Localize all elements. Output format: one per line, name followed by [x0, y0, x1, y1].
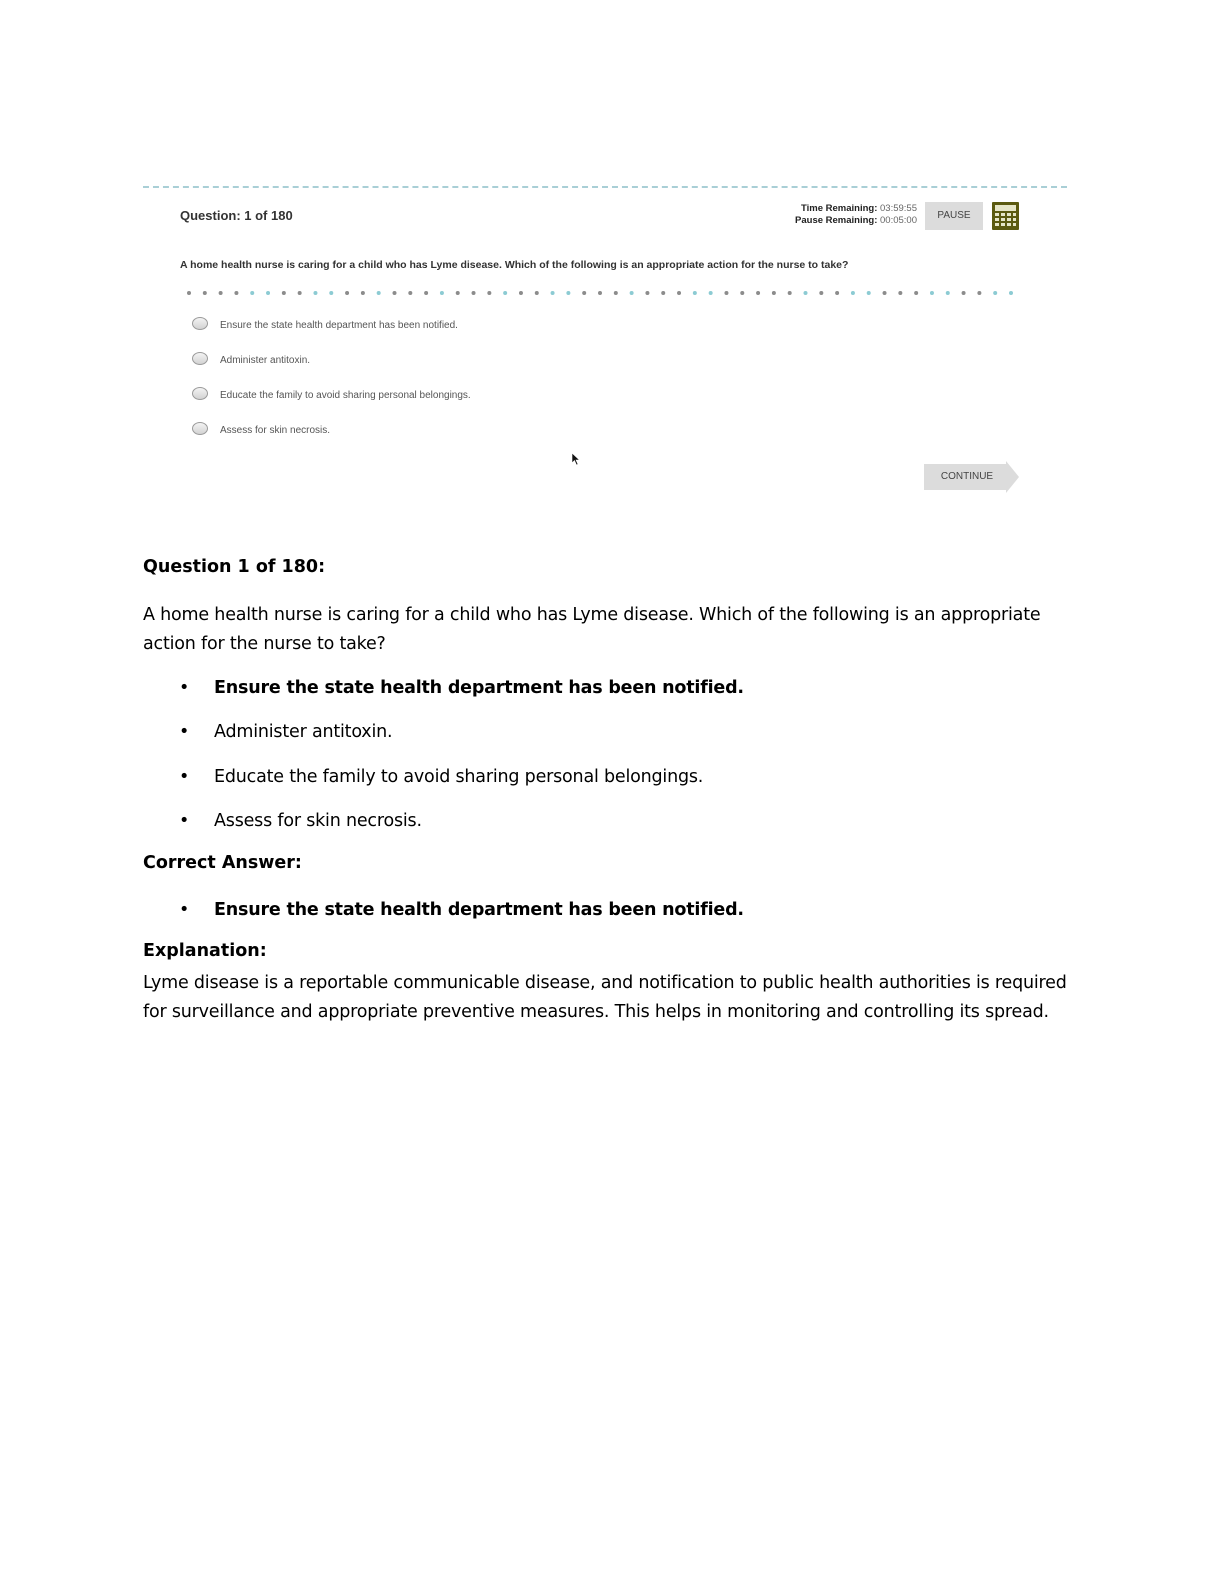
progress-dot	[219, 291, 223, 295]
bullet-icon: •	[179, 811, 190, 831]
progress-dot	[234, 291, 238, 295]
progress-dot	[456, 291, 460, 295]
progress-dot	[582, 291, 586, 295]
progress-dot	[472, 291, 476, 295]
progress-dot	[393, 291, 397, 295]
answer-option-4[interactable]	[192, 421, 330, 439]
option-list-item	[143, 808, 1043, 834]
mouse-cursor-icon	[571, 452, 581, 466]
progress-dot	[551, 291, 555, 295]
bullet-icon: •	[179, 722, 190, 742]
exam-screenshot	[143, 186, 1067, 510]
progress-dot	[661, 291, 665, 295]
progress-dot	[313, 291, 317, 295]
question-heading: Question 1 of 180:	[143, 557, 326, 577]
progress-dot	[424, 291, 428, 295]
progress-dot	[819, 291, 823, 295]
answer-option-label: Educate the family to avoid sharing personal belongings.	[220, 389, 471, 401]
progress-dot	[440, 291, 444, 295]
time-remaining-label: Time Remaining:	[801, 203, 878, 214]
progress-dot	[503, 291, 507, 295]
screenshot-question-text: A home health nurse is caring for a child who has Lyme disease. Which of the following is an appropriate action for the nurse to take?	[180, 259, 849, 271]
progress-dot	[535, 291, 539, 295]
radio-button[interactable]	[192, 317, 208, 330]
progress-dot	[914, 291, 918, 295]
progress-dot	[962, 291, 966, 295]
explanation-heading: Explanation:	[143, 941, 267, 961]
progress-dots	[185, 289, 1015, 297]
correct-answer-heading: Correct Answer:	[143, 853, 302, 873]
progress-dot	[788, 291, 792, 295]
bullet-icon: •	[179, 678, 190, 698]
progress-dot	[519, 291, 523, 295]
progress-dot	[266, 291, 270, 295]
answer-option-2[interactable]	[192, 351, 310, 369]
progress-dot	[282, 291, 286, 295]
progress-dot	[867, 291, 871, 295]
progress-dot	[693, 291, 697, 295]
option-text: Educate the family to avoid sharing personal belongings.	[214, 767, 704, 787]
progress-dot	[898, 291, 902, 295]
question-text: A home health nurse is caring for a child who has Lyme disease. Which of the following is an appropriate action for the nurse to take?	[143, 605, 1041, 654]
option-list-item	[143, 764, 1043, 790]
correct-answer-text: Ensure the state health department has been notified.	[214, 900, 744, 920]
answer-option-label: Assess for skin necrosis.	[220, 424, 331, 436]
answer-option-3[interactable]	[192, 386, 471, 404]
bullet-icon: •	[179, 767, 190, 787]
radio-button[interactable]	[192, 352, 208, 365]
option-text: Administer antitoxin.	[214, 722, 393, 742]
progress-dot	[630, 291, 634, 295]
progress-dot	[361, 291, 365, 295]
progress-dot	[804, 291, 808, 295]
progress-dot	[851, 291, 855, 295]
option-list-item	[143, 719, 1043, 745]
progress-dot	[1009, 291, 1013, 295]
progress-dot	[598, 291, 602, 295]
timer-panel	[743, 203, 917, 227]
progress-dot	[993, 291, 997, 295]
progress-dot	[298, 291, 302, 295]
progress-dot	[977, 291, 981, 295]
answer-option-label: Ensure the state health department has been notified.	[220, 319, 458, 331]
progress-dot	[756, 291, 760, 295]
correct-answer-item	[143, 897, 1043, 923]
progress-dot	[883, 291, 887, 295]
answer-option-label: Administer antitoxin.	[220, 354, 311, 366]
radio-button[interactable]	[192, 422, 208, 435]
progress-dot	[930, 291, 934, 295]
progress-dot	[946, 291, 950, 295]
radio-button[interactable]	[192, 387, 208, 400]
continue-label: CONTINUE	[940, 471, 994, 482]
progress-dot	[487, 291, 491, 295]
bullet-icon: •	[179, 900, 190, 920]
pause-remaining-value: 00:05:00	[880, 215, 917, 226]
progress-dot	[677, 291, 681, 295]
progress-dot	[614, 291, 618, 295]
option-list-item	[143, 675, 1043, 701]
progress-dot	[645, 291, 649, 295]
time-remaining-value: 03:59:55	[880, 203, 917, 214]
progress-dot	[377, 291, 381, 295]
progress-dot	[187, 291, 191, 295]
pause-remaining-label: Pause Remaining:	[795, 215, 878, 226]
progress-dot	[835, 291, 839, 295]
progress-dot	[408, 291, 412, 295]
explanation-text: Lyme disease is a reportable communicable disease, and notification to public health authorities is required for surveillance and appropriate preventive measures. This helps in monitoring and controlling its spread.	[143, 973, 1067, 1022]
progress-dot	[203, 291, 207, 295]
progress-dot	[709, 291, 713, 295]
answer-option-1[interactable]	[192, 316, 458, 334]
progress-dot	[250, 291, 254, 295]
question-counter: Question: 1 of 180	[180, 208, 293, 223]
pause-button[interactable]: PAUSE	[925, 202, 983, 230]
calculator-icon[interactable]	[992, 202, 1019, 230]
progress-dot	[329, 291, 333, 295]
progress-dot	[566, 291, 570, 295]
option-text: Assess for skin necrosis.	[214, 811, 422, 831]
progress-dot	[724, 291, 728, 295]
continue-button[interactable]	[924, 461, 1020, 493]
option-text: Ensure the state health department has been notified.	[214, 678, 744, 698]
progress-dot	[740, 291, 744, 295]
progress-dot	[345, 291, 349, 295]
progress-dot	[772, 291, 776, 295]
